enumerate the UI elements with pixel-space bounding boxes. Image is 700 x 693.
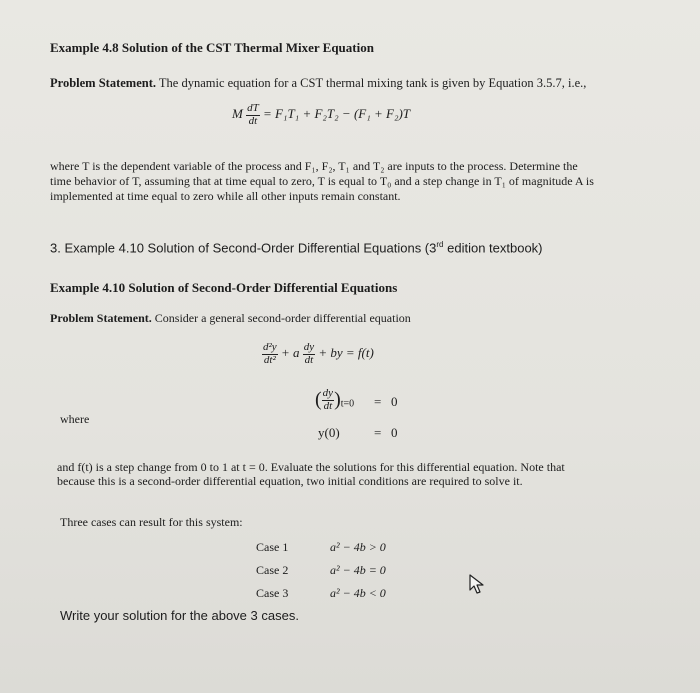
mouse-cursor-icon <box>468 573 486 595</box>
example-4-8-paragraph-line-1: where T is the dependent variable of the process and F₁, F₂, T₁ and T₂ are inputs to the process. Determine the <box>50 159 578 173</box>
initial-condition-derivative: ( $\frac{dy}{dt}$ )$_{t=0}$ <box>315 387 355 412</box>
case-label: Case 1 <box>256 540 289 554</box>
example-4-8-paragraph-line-3: implemented at time equal to zero while all other inputs remain constant. <box>50 189 401 203</box>
problem-label: Problem Statement. <box>50 311 152 325</box>
solution-prompt: Write your solution for the above 3 cases. <box>60 608 299 623</box>
problem-text: Consider a general second-order differential equation <box>154 311 411 325</box>
case-condition: a² − 4b < 0 <box>330 586 386 600</box>
ic2-equals: = <box>374 425 382 440</box>
case-condition: a² − 4b = 0 <box>330 563 386 577</box>
eq-rhs: = F₁T₁ + F₂T₂ − (F₁ + F₂)T <box>262 106 411 122</box>
cases-intro: Three cases can result for this system: <box>60 515 243 529</box>
example-4-8-paragraph-line-2: time behavior of T, assuming that at time equal to zero, T is equal to T₀ and a step change in T₁ of magnitude A is <box>50 174 594 188</box>
ic2-value: 0 <box>391 425 398 440</box>
example-4-8-title: Example 4.8 Solution of the CST Thermal Mixer Equation <box>50 40 374 55</box>
ic1-equals: = <box>374 394 382 409</box>
case-label: Case 3 <box>256 586 289 600</box>
case-condition: a² − 4b > 0 <box>330 540 386 554</box>
example-4-10-paragraph-line-2: because this is a second-order differential equation, two initial conditions are required to solve it. <box>57 474 523 488</box>
eq-derivative: $\frac{dT}{dt}$ <box>247 102 259 127</box>
ic2-lhs: y(0) <box>318 425 340 440</box>
case-label: Case 2 <box>256 563 289 577</box>
ic1-value: 0 <box>391 394 398 409</box>
ode-second-derivative: $\frac{\text{d²y}}{\text{dt²}}$ <box>263 341 277 366</box>
problem-label: Problem Statement. <box>50 76 156 90</box>
section-3-heading: 3. Example 4.10 Solution of Second-Order Differential Equations (3rd edition textbook) <box>50 240 543 256</box>
mixer-equation <box>232 103 410 127</box>
problem-text: The dynamic equation for a CST thermal mixing tank is given by Equation 3.5.7, i.e., <box>158 76 587 90</box>
where-label: where <box>60 412 90 426</box>
example-4-10-title: Example 4.10 Solution of Second-Order Differential Equations <box>50 280 398 295</box>
second-order-ode: $\frac{\text{d²y}}{\text{dt²}}$ + a $\frac{dy}{dt}$ + by = f(t) <box>263 341 374 366</box>
example-4-10-problem-statement <box>50 311 411 326</box>
example-4-10-paragraph-line-1: and f(t) is a step change from 0 to 1 at t = 0. Evaluate the solutions for this differential equation. Note that <box>57 460 565 474</box>
ode-first-derivative: $\frac{dy}{dt}$ <box>303 341 315 366</box>
eq-lhs-coeff: M <box>232 106 243 122</box>
example-4-8-problem-statement <box>50 76 586 91</box>
